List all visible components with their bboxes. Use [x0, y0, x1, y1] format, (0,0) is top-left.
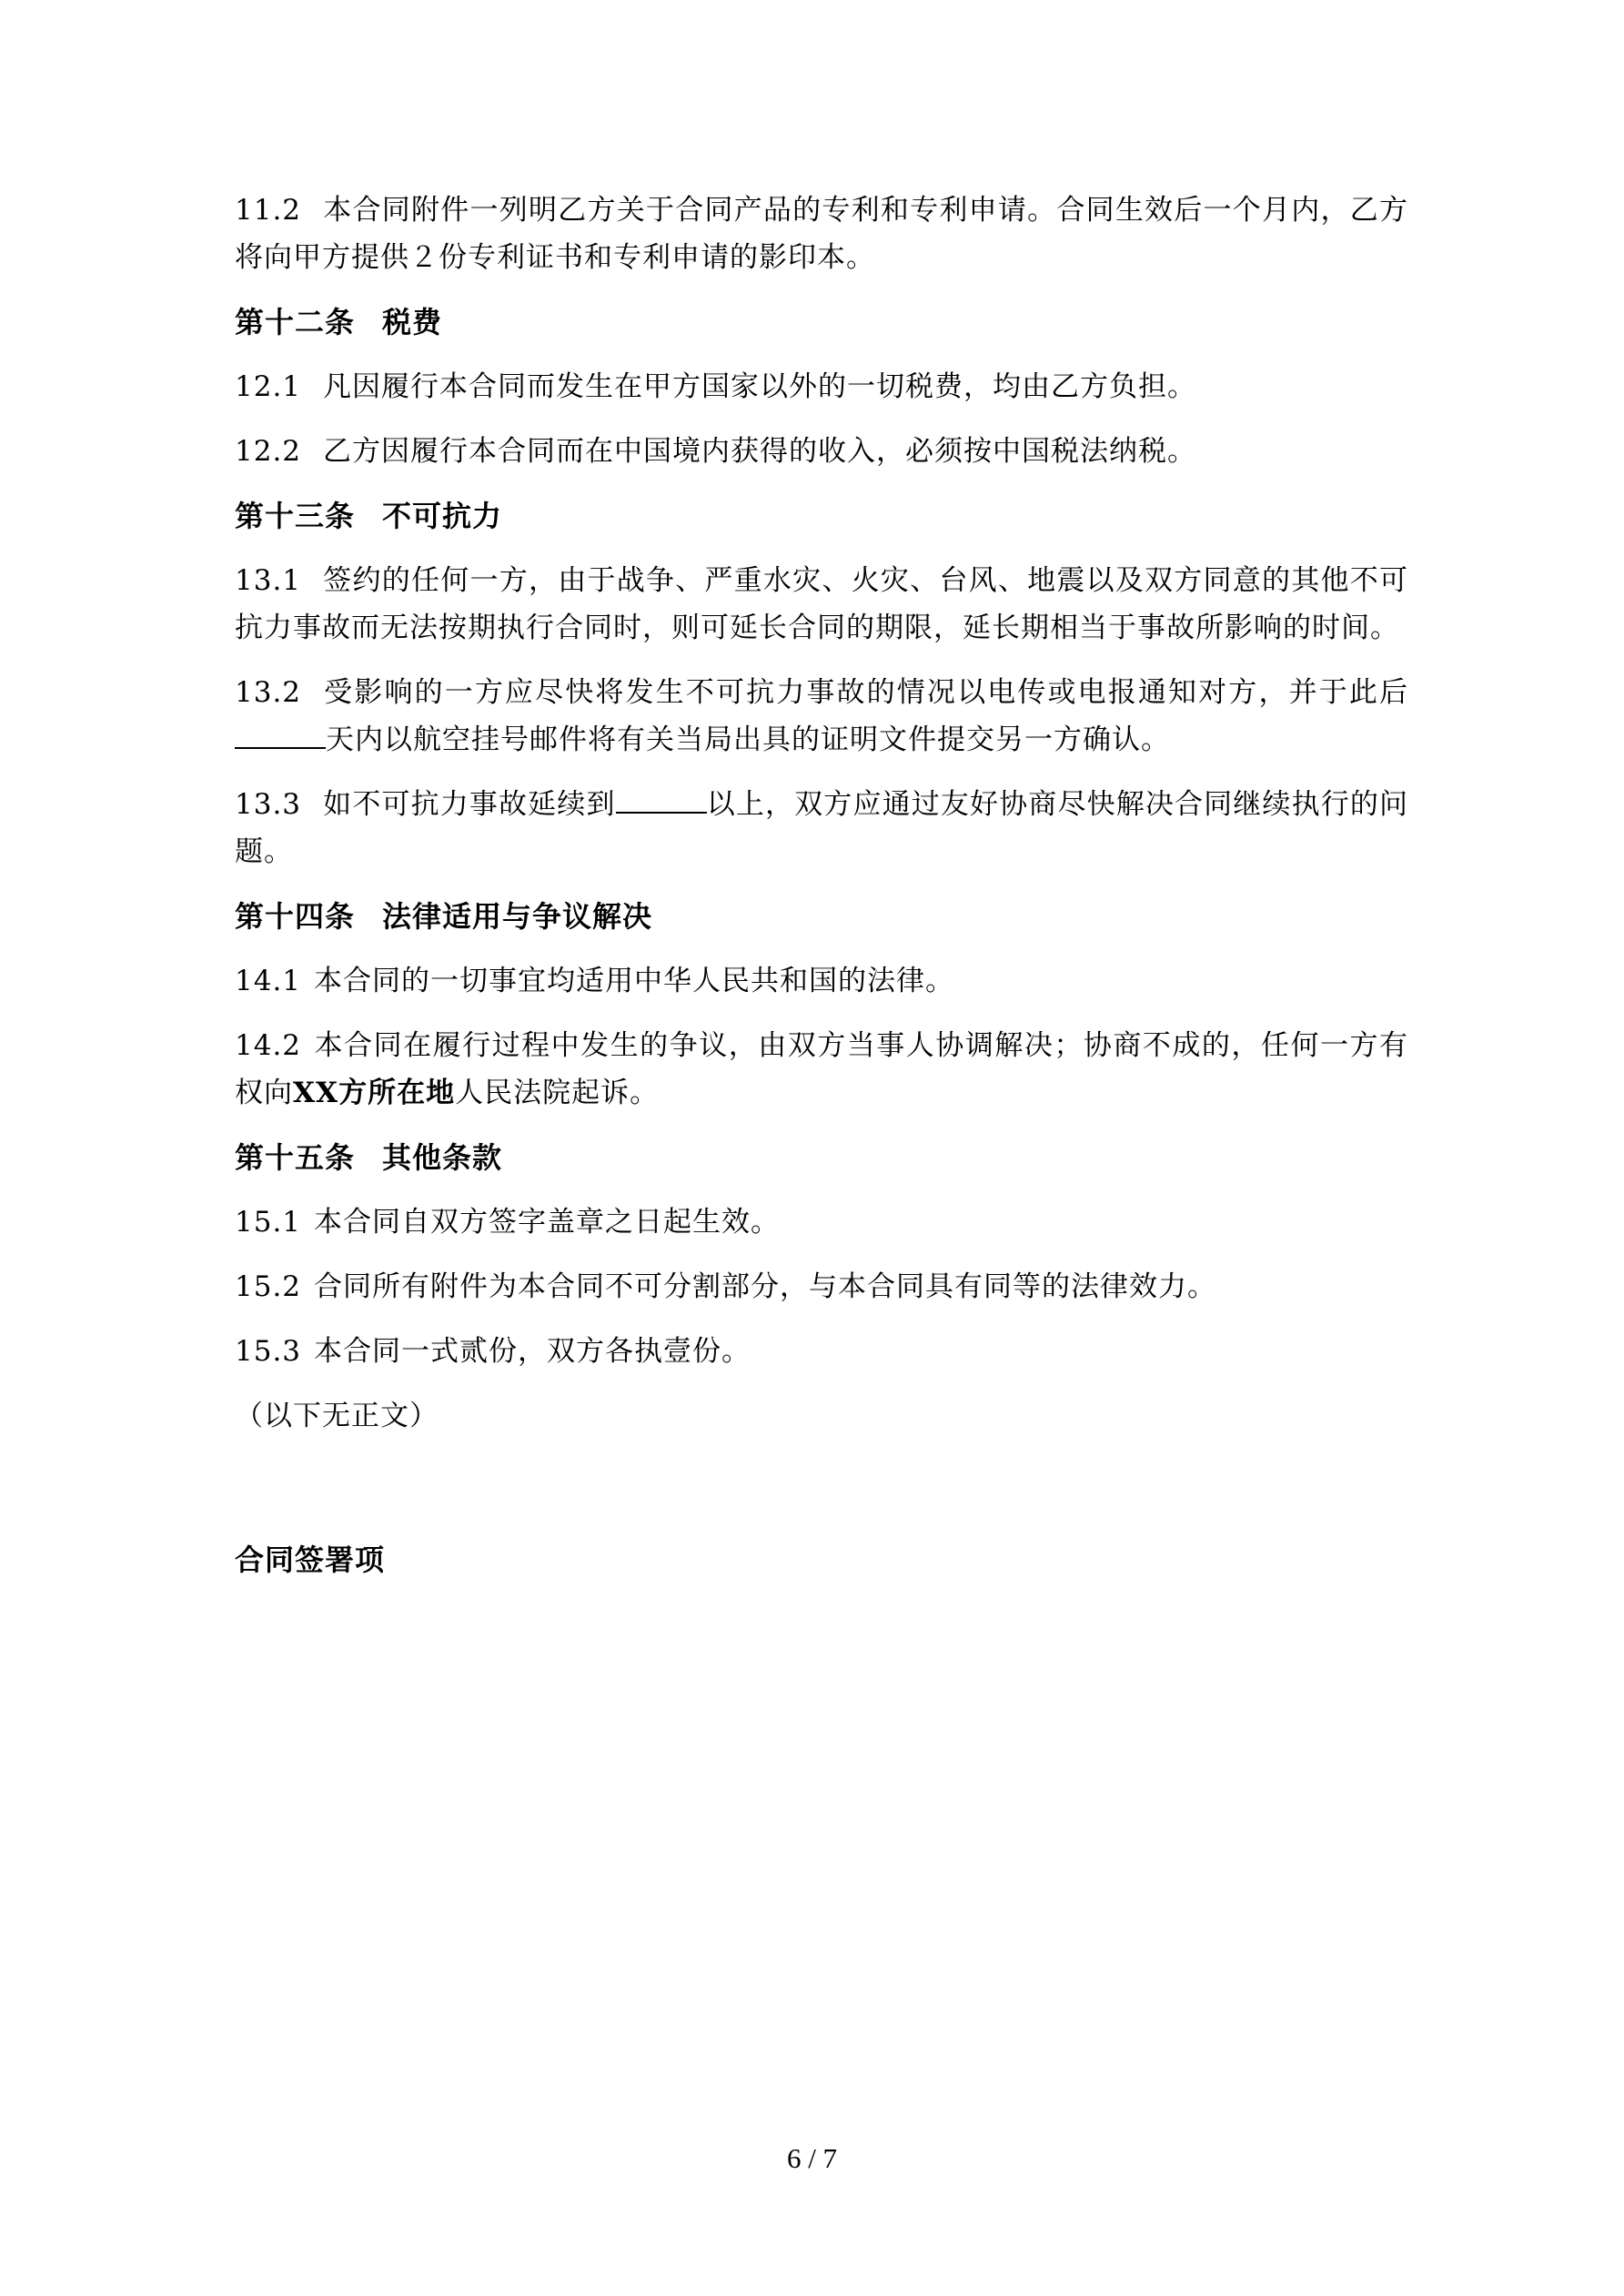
clause-text: 凡因履行本合同而发生在甲方国家以外的一切税费，均由乙方负担。 [323, 370, 1197, 403]
clause-number: 14.1 [235, 965, 302, 997]
clause-12-2 [235, 428, 1408, 475]
clause-14-2 [235, 1022, 1408, 1117]
clause-number: 13.1 [235, 564, 302, 597]
no-more-text-note: （以下无正文） [235, 1400, 439, 1432]
article-title: 法律适用与争议解决 [382, 899, 653, 934]
article-15-heading [235, 1134, 1408, 1181]
clause-15-3 [235, 1328, 1408, 1375]
article-number: 第十三条 [235, 499, 356, 533]
article-12-heading [235, 298, 1408, 346]
clause-12-1 [235, 363, 1408, 410]
clause-number: 12.1 [235, 370, 302, 403]
clause-text: 本合同一式贰份，双方各执壹份。 [314, 1335, 751, 1368]
clause-11-2 [235, 187, 1408, 281]
clause-text: 本合同附件一列明乙方关于合同产品的专利和专利申请。合同生效后一个月内，乙方将向甲方提供２份专利证书和专利申请的影印本。 [235, 194, 1408, 274]
clause-number: 14.2 [235, 1029, 302, 1062]
document-body [235, 187, 1408, 1440]
clause-number: 13.3 [235, 788, 302, 821]
article-title: 其他条款 [382, 1140, 503, 1175]
article-title: 税费 [382, 305, 443, 339]
clause-number: 11.2 [235, 194, 302, 227]
fill-in-blank-duration[interactable] [616, 784, 707, 814]
clause-text-before: 如不可抗力事故延续到 [323, 788, 616, 821]
clause-15-2 [235, 1263, 1408, 1310]
clause-13-3 [235, 781, 1408, 875]
clause-15-1 [235, 1199, 1408, 1246]
clause-text: 本合同的一切事宜均适用中华人民共和国的法律。 [314, 965, 955, 997]
clause-number: 13.2 [235, 676, 302, 709]
clause-text-after: 人民法院起诉。 [455, 1077, 660, 1109]
clause-number: 15.3 [235, 1335, 302, 1368]
clause-number: 15.2 [235, 1270, 302, 1303]
article-title: 不可抗力 [382, 499, 503, 533]
article-number: 第十五条 [235, 1140, 356, 1175]
fill-in-blank-days[interactable] [235, 720, 326, 749]
clause-13-2 [235, 669, 1408, 764]
clause-text: 本合同自双方签字盖章之日起生效。 [314, 1206, 781, 1239]
clause-text: 签约的任何一方，由于战争、严重水灾、火灾、台风、地震以及双方同意的其他不可抗力事故而无法按期执行合同时，则可延长合同的期限，延长期相当于事故所影响的时间。 [235, 564, 1408, 644]
clause-14-1 [235, 957, 1408, 1005]
clause-13-1 [235, 557, 1408, 652]
clause-text-before: 本合同在履行过程中发生的争议，由双方当事人协调解决；协商不成的，任何一方有权向 [235, 1029, 1408, 1109]
clause-text-bold: XX方所在地 [293, 1077, 456, 1109]
article-number: 第十二条 [235, 305, 356, 339]
signature-section-heading: 合同签署项 [235, 1542, 386, 1577]
article-13-heading [235, 492, 1408, 540]
page-number: 6 / 7 [786, 2142, 838, 2174]
clause-text-after: 以上，双方应通过友好协商尽快解决合同继续执行的问题。 [235, 788, 1408, 868]
article-number: 第十四条 [235, 899, 356, 934]
clause-text-after: 天内以航空挂号邮件将有关当局出具的证明文件提交另一方确认。 [326, 723, 1170, 756]
clause-text: 合同所有附件为本合同不可分割部分，与本合同具有同等的法律效力。 [314, 1270, 1217, 1303]
clause-number: 15.1 [235, 1206, 302, 1239]
clause-number: 12.2 [235, 435, 302, 468]
clause-text: 乙方因履行本合同而在中国境内获得的收入，必须按中国税法纳税。 [323, 435, 1197, 468]
article-14-heading [235, 893, 1408, 940]
clause-text-before: 受影响的一方应尽快将发生不可抗力事故的情况以电传或电报通知对方，并于此后 [323, 676, 1408, 709]
